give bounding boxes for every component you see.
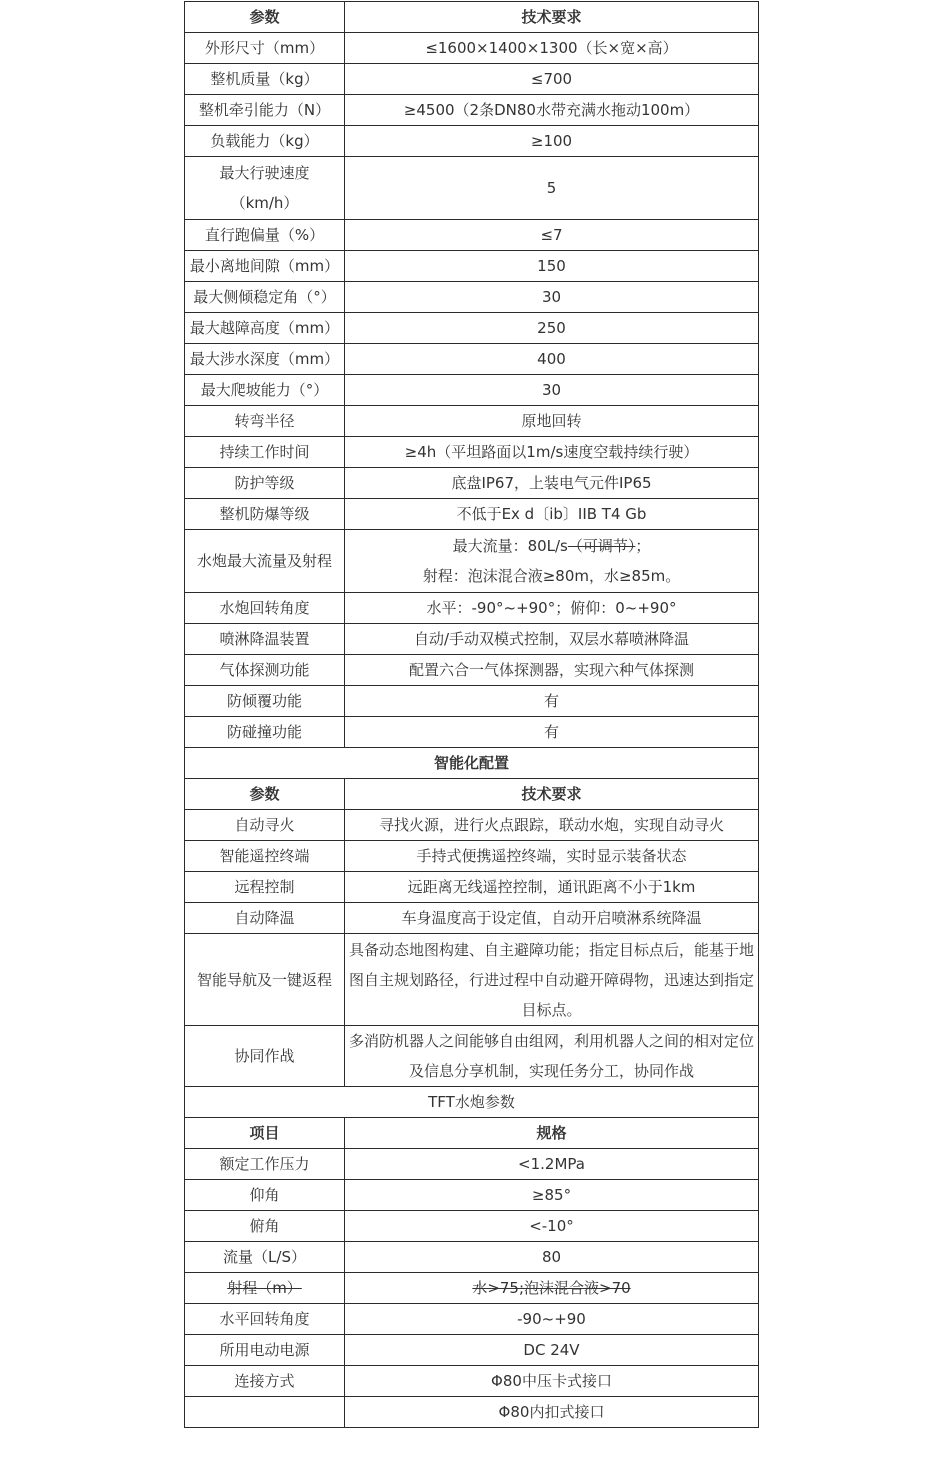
struck-text: 射程（m） [227,1279,302,1297]
spec-table [184,1,759,1428]
table-row [185,95,759,126]
table-header-row [185,2,759,33]
param-cell: 俯角 [185,1211,345,1242]
param-cell: 防碰撞功能 [185,717,345,748]
param-cell: 最大侧倾稳定角（°） [185,282,345,313]
value-cell: 自动/手动双模式控制，双层水幕喷淋降温 [345,624,759,655]
table-row [185,251,759,282]
value-cell: ≤700 [345,64,759,95]
table-row [185,810,759,841]
table-row [185,406,759,437]
value-cell: 有 [345,686,759,717]
value-cell: 150 [345,251,759,282]
table-row [185,1149,759,1180]
param-cell: 持续工作时间 [185,437,345,468]
param-cell [185,1273,345,1304]
value-cell [345,1273,759,1304]
table-row [185,126,759,157]
value-cell: 寻找火源，进行火点跟踪，联动水炮，实现自动寻火 [345,810,759,841]
table-row [185,1366,759,1397]
param-cell: 整机质量（kg） [185,64,345,95]
param-cell: 仰角 [185,1180,345,1211]
value-cell: -90~+90 [345,1304,759,1335]
section-title-row [185,748,759,779]
table-row [185,64,759,95]
value-cell: 不低于Ex d〔ib〕IIB T4 Gb [345,499,759,530]
param-cell: 气体探测功能 [185,655,345,686]
table-header-row [185,1118,759,1149]
param-cell: 自动降温 [185,903,345,934]
value-cell: 水平：-90°~+90°；俯仰：0~+90° [345,593,759,624]
table-row [185,344,759,375]
table-row [185,872,759,903]
header-param: 参数 [185,779,345,810]
param-cell: 连接方式 [185,1366,345,1397]
param-line: 最大行驶速度 [219,164,310,182]
value-cell: <-10° [345,1211,759,1242]
header-spec: 规格 [345,1118,759,1149]
struck-text: （可调节） [567,537,636,555]
param-cell: 水平回转角度 [185,1304,345,1335]
section-title-row [185,1087,759,1118]
param-cell: 额定工作压力 [185,1149,345,1180]
value-cell: 30 [345,282,759,313]
value-cell: 30 [345,375,759,406]
value-cell: ≥4500（2条DN80水带充满水拖动100m） [345,95,759,126]
table-row [185,717,759,748]
param-cell: 直行跑偏量（%） [185,220,345,251]
value-cell: ≤7 [345,220,759,251]
value-cell: Φ80中压卡式接口 [345,1366,759,1397]
struck-text: 水>75;泡沫混合液>70 [472,1279,631,1297]
table-row [185,313,759,344]
param-cell: 防倾覆功能 [185,686,345,717]
value-cell: 原地回转 [345,406,759,437]
value-cell: 400 [345,344,759,375]
param-cell: 转弯半径 [185,406,345,437]
header-requirement: 技术要求 [345,779,759,810]
param-cell: 负载能力（kg） [185,126,345,157]
table-row [185,655,759,686]
param-cell: 自动寻火 [185,810,345,841]
value-cell: DC 24V [345,1335,759,1366]
table-row [185,375,759,406]
param-cell: 喷淋降温装置 [185,624,345,655]
table-row [185,157,759,220]
param-cell: 智能遥控终端 [185,841,345,872]
value-cell: 配置六合一气体探测器，实现六种气体探测 [345,655,759,686]
param-cell: 整机防爆等级 [185,499,345,530]
param-cell [185,1397,345,1428]
table-row [185,1304,759,1335]
value-cell: 具备动态地图构建、自主避障功能；指定目标点后，能基于地图自主规划路径，行进过程中自动避开障碍物，迅速达到指定目标点。 [345,934,759,1026]
param-cell: 最大越障高度（mm） [185,313,345,344]
table-row [185,468,759,499]
param-cell: 最大涉水深度（mm） [185,344,345,375]
param-cell: 智能导航及一键返程 [185,934,345,1026]
param-cell [185,157,345,220]
value-cell: <1.2MPa [345,1149,759,1180]
header-param: 参数 [185,2,345,33]
value-line: 射程：泡沫混合液≥80m，水≥85m。 [422,567,681,585]
value-cell: ≥4h（平坦路面以1m/s速度空载持续行驶） [345,437,759,468]
flow-text-end: ； [635,537,651,555]
table-row [185,1211,759,1242]
table-row [185,530,759,593]
table-row [185,1180,759,1211]
param-cell: 最大爬坡能力（°） [185,375,345,406]
value-line [349,531,754,561]
value-cell: ≥100 [345,126,759,157]
table-row [185,282,759,313]
table-row [185,934,759,1026]
table-row [185,686,759,717]
flow-text: 最大流量：80L/s [452,537,568,555]
param-cell: 协同作战 [185,1026,345,1087]
param-cell: 所用电动电源 [185,1335,345,1366]
param-cell: 水炮最大流量及射程 [185,530,345,593]
param-cell: 最小离地间隙（mm） [185,251,345,282]
value-cell: 手持式便携遥控终端，实时显示装备状态 [345,841,759,872]
param-cell: 水炮回转角度 [185,593,345,624]
section-title: TFT水炮参数 [185,1087,759,1118]
section-title: 智能化配置 [185,748,759,779]
table-row [185,1242,759,1273]
value-cell: 底盘IP67，上装电气元件IP65 [345,468,759,499]
value-cell: 80 [345,1242,759,1273]
value-cell: 多消防机器人之间能够自由组网，利用机器人之间的相对定位及信息分享机制，实现任务分工，协同作战 [345,1026,759,1087]
value-cell: ≤1600×1400×1300（长×宽×高） [345,33,759,64]
table-row [185,593,759,624]
value-cell: 有 [345,717,759,748]
value-cell: 车身温度高于设定值，自动开启喷淋系统降温 [345,903,759,934]
table-row [185,903,759,934]
table-row [185,1026,759,1087]
table-row [185,1273,759,1304]
table-row [185,841,759,872]
value-cell: 250 [345,313,759,344]
param-cell: 外形尺寸（mm） [185,33,345,64]
param-cell: 整机牵引能力（N） [185,95,345,126]
table-row [185,33,759,64]
value-cell [345,530,759,593]
value-cell: 远距离无线遥控控制，通讯距离不小于1km [345,872,759,903]
table-row [185,437,759,468]
param-cell: 流量（L/S） [185,1242,345,1273]
value-cell: 5 [345,157,759,220]
header-item: 项目 [185,1118,345,1149]
table-row [185,1335,759,1366]
param-cell: 防护等级 [185,468,345,499]
value-cell: ≥85° [345,1180,759,1211]
table-row [185,220,759,251]
value-cell: Φ80内扣式接口 [345,1397,759,1428]
table-row [185,624,759,655]
param-line: （km/h） [230,194,299,212]
table-row [185,499,759,530]
header-requirement: 技术要求 [345,2,759,33]
param-cell: 远程控制 [185,872,345,903]
table-header-row [185,779,759,810]
table-row [185,1397,759,1428]
